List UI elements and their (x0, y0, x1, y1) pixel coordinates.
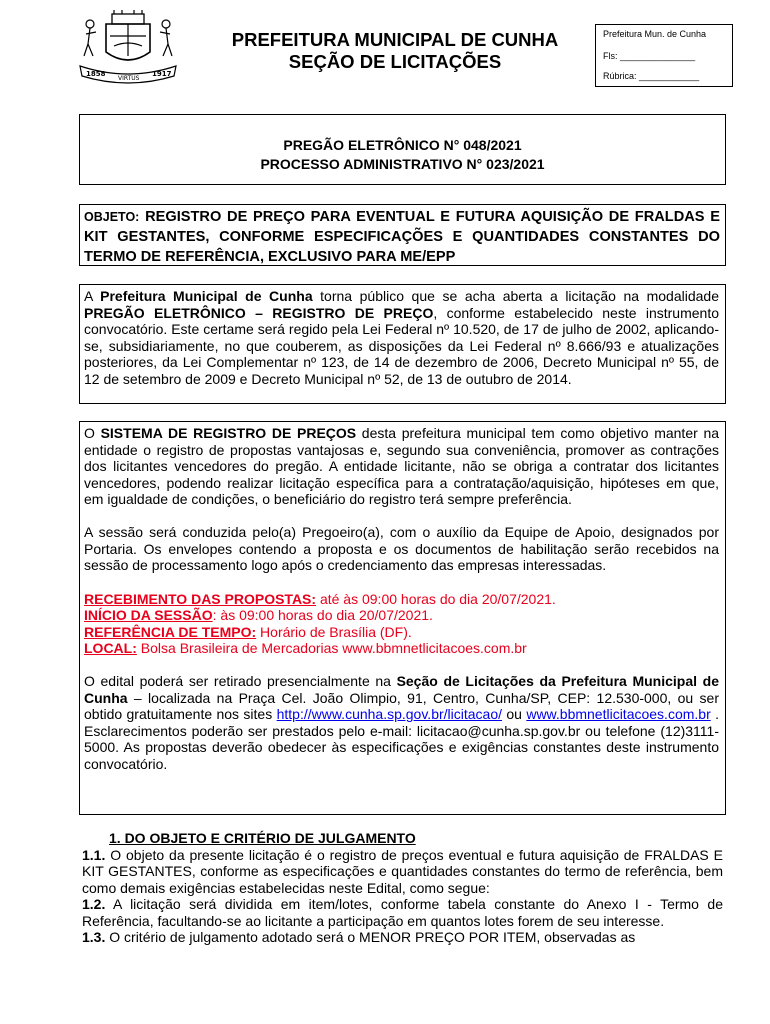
section-1-title: 1. DO OBJETO E CRITÉRIO DE JULGAMENTO (109, 830, 416, 846)
pregao-header-box (79, 114, 726, 185)
sessao-paragraph: A sessão será conduzida pelo(a) Pregoeiro(a), com o auxílio da Equipe de Apoio, designados por Portaria. Os envelopes contendo a proposta e os documentos de habilitação serão recebidos na sessão de processamento logo após o credenciamento das empresas interessadas. (84, 524, 719, 573)
crest-motto: VIRTUS (118, 75, 140, 82)
schedule-block (84, 591, 719, 657)
objeto-text: REGISTRO DE PREÇO PARA EVENTUAL E FUTURA AQUISIÇÃO DE FRALDAS E KIT GESTANTES, CONFORME ESPECIFICAÇÕES E QUANTIDADES CONSTANTES DO TERMO DE REFERÊNCIA, EXCLUSIVO PARA ME/EPP (84, 209, 720, 265)
page-stamp-box (595, 24, 733, 87)
intro-box (79, 284, 726, 404)
bbmnet-link[interactable]: www.bbmnetlicitacoes.com.br (526, 706, 711, 722)
item-1-3: 1.3. O critério de julgamento adotado será o MENOR PREÇO POR ITEM, observadas as (82, 929, 636, 945)
objeto-label: OBJETO: (84, 210, 140, 224)
objeto-box (79, 204, 726, 266)
item-1-1: 1.1. O objeto da presente licitação é o registro de preços eventual e futura aquisição de FRALDAS E KIT GESTANTES, conforme as especificações e quantidades constantes do termo de referência, bem como demais exigências estabelecidas neste Edital, como segue: (82, 846, 723, 896)
crest-year-right: 1917 (152, 70, 172, 78)
section-1 (82, 830, 723, 946)
header-title: PREFEITURA MUNICIPAL DE CUNHA (231, 29, 559, 50)
cunha-licitacao-link[interactable]: http://www.cunha.sp.gov.br/licitacao/ (276, 706, 503, 722)
recebimento-line: RECEBIMENTO DAS PROPOSTAS: até às 09:00 horas do dia 20/07/2021. (84, 590, 556, 607)
municipal-crest-logo (76, 10, 180, 86)
stamp-line-rubrica: Rúbrica: ____________ (603, 71, 700, 81)
registro-precos-paragraph: O SISTEMA DE REGISTRO DE PREÇOS desta prefeitura municipal tem como objetivo manter na entidade o registro de propostas vantajosas e, segundo sua conveniência, promover as contrações dos licitantes vencedores do pregão. A entidade licitante, não se obriga a contratar dos licitantes vencedores, podendo realizar licitação específica para a contratação/aquisição, hipóteses em que, em igualdade de condições, o beneficiário do registro terá sempre preferência. (84, 425, 720, 507)
header-subtitle: SEÇÃO DE LICITAÇÕES (288, 51, 502, 72)
processo-number: PROCESSO ADMINISTRATIVO N° 023/2021 (260, 156, 545, 172)
pregao-number: PREGÃO ELETRÔNICO N° 048/2021 (283, 137, 522, 153)
item-1-2: 1.2. A licitação será dividida em item/lotes, conforme tabela constante do Anexo I - Termo de Referência, facultando-se ao licitante a participação em quantos lotes forem de seu interesse. (82, 896, 723, 929)
stamp-line-prefeitura: Prefeitura Mun. de Cunha (603, 29, 707, 39)
edital-paragraph: O edital poderá ser retirado presencialmente na Seção de Licitações da Prefeitura Municipal de Cunha – localizada na Praça Cel. João Olimpio, 91, Centro, Cunha/SP, CEP: 12.530-000, ou ser obtido gratuitamente nos sites http://www.cunha.sp.gov.br/licitacao/ ou www.bbmnetlicitacoes.com.br . Esclarecimentos poderão ser prestados pelo e-mail: licitacao@cunha.sp.gov.br ou telefone (12)3111-5000. As propostas deverão obedecer às especificações e exigências constantes deste instrumento convocatório. (84, 673, 719, 772)
crest-year-left: 1858 (86, 70, 106, 78)
local-line: LOCAL: Bolsa Brasileira de Mercadorias www.bbmnetlicitacoes.com.br (84, 640, 527, 656)
inicio-line: INÍCIO DA SESSÃO: às 09:00 horas do dia 20/07/2021. (84, 607, 433, 623)
referencia-line: REFERÊNCIA DE TEMPO: Horário de Brasília (DF). (84, 623, 412, 640)
main-info-box (79, 421, 726, 815)
intro-paragraph: A Prefeitura Municipal de Cunha torna público que se acha aberta a licitação na modalidade PREGÃO ELETRÔNICO – REGISTRO DE PREÇO, conforme estabelecido neste instrumento convocatório. Este certame será regido pela Lei Federal nº 10.520, de 17 de julho de 2002, aplicando-se, subsidiariamente, no que couberem, as disposições da Lei Federal nº 8.666/93 e atualizações posteriores, da Lei Complementar nº 123, de 14 de dezembro de 2006, Decreto Municipal nº 55, de 12 de setembro de 2009 e Decreto Municipal nº 52, de 13 de outubro de 2014. (84, 288, 719, 387)
stamp-line-fls: Fls: _______________ (603, 51, 696, 61)
